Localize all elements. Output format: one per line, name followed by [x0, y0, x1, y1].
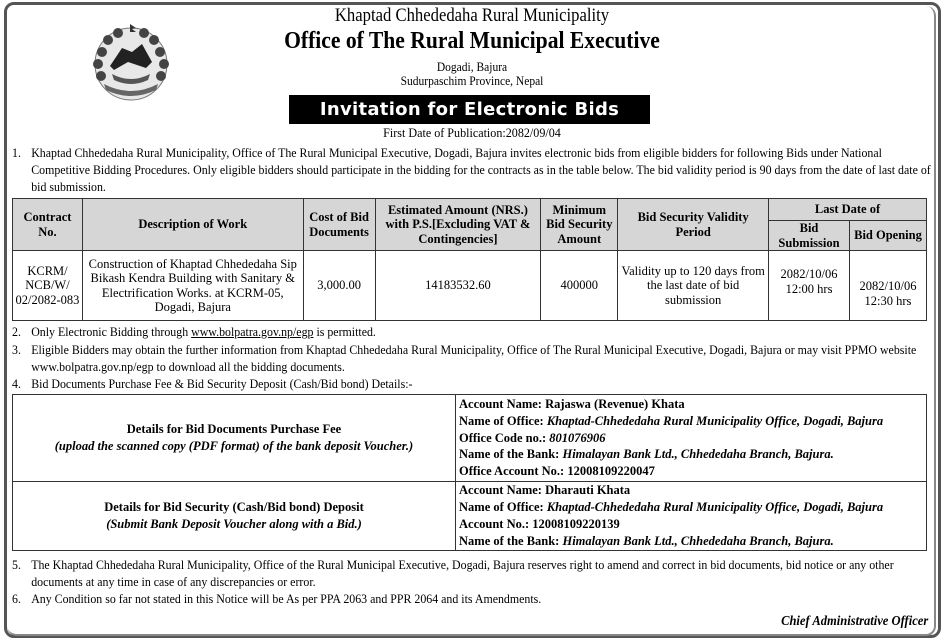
account-no-label: Office Account No.: [459, 464, 568, 479]
cell-estimated-amount: 14183532.60 [375, 251, 541, 321]
col-header-bid-submission: Bid Submission [769, 221, 850, 251]
account-no-value: 12008109220047 [567, 464, 655, 479]
account-name-value: Dharauti Khata [545, 483, 631, 498]
col-header-min-bid-security: Minimum Bid Security Amount [541, 199, 618, 251]
cell-min-bid-security: 400000 [541, 251, 618, 321]
office-name: Office of The Rural Municipal Executive [284, 28, 660, 54]
paragraph-text-after: is permitted. [313, 324, 376, 339]
cell-cost-of-docs: 3,000.00 [303, 251, 375, 321]
purchase-fee-label-cell [13, 395, 456, 482]
bid-table [12, 198, 927, 321]
bank-name-value: Himalayan Bank Ltd., Chhededaha Branch, Bajura. [562, 533, 834, 548]
paragraph-text: Any Condition so far not stated in this Notice will be As per PPA 2063 and PPR 2064 and its Amendments. [31, 591, 542, 606]
col-header-contract-no: Contract No. [13, 199, 83, 251]
cell-bid-opening [849, 251, 926, 321]
paragraph-1 [12, 144, 932, 195]
office-code-label: Office Code no.: [459, 430, 550, 445]
account-name-label: Account Name: [459, 483, 546, 498]
egp-portal-link[interactable]: www.bolpatra.gov.np/egp [191, 324, 314, 339]
bid-security-subtitle: (Submit Bank Deposit Voucher along with a Bid.) [106, 517, 362, 531]
cell-contract-no: KCRM/ NCB/W/ 02/2082-083 [13, 251, 83, 321]
paragraph-2 [12, 323, 932, 340]
paragraph-number: 6. [12, 591, 21, 606]
bid-security-title: Details for Bid Security (Cash/Bid bond) Deposit [104, 500, 364, 515]
paragraph-text: Khaptad Chhededaha Rural Municipality, Office of The Rural Municipal Executive, Dogadi, Bajura invites electronic bids from eligible bidders for following Bids under National Competitive Bidding Procedures. Only eligible bidders should participate in the bidding for the contracts as in the table below. The bid validity period is 90 days from the date of last date of bid submission. [31, 145, 931, 194]
account-name-label: Account Name: [459, 397, 546, 411]
table-header-row [13, 199, 927, 221]
office-name-label: Name of Office: [459, 413, 547, 428]
paragraph-text: The Khaptad Chhededaha Rural Municipality, Office of the Rural Municipal Executive, Dogadi, Bajura reserves right to amend and correct in bid documents, bid notice or any other documents at any time in case of any discrepancies or error. [31, 557, 894, 589]
col-header-validity-period: Bid Security Validity Period [618, 199, 769, 251]
paragraph-3 [12, 341, 932, 375]
paragraph-4 [12, 375, 932, 392]
bid-security-label-cell [13, 482, 456, 551]
signature-title: Chief Administrative Officer [780, 613, 928, 628]
paragraph-number: 1. [12, 145, 21, 160]
cell-validity-period: Validity up to 120 days from the last date of bid submission [618, 251, 769, 321]
office-name-value: Khaptad-Chhededaha Rural Municipality Office, Dogadi, Bajura [546, 500, 884, 515]
notice-title: Invitation for Electronic Bids [289, 95, 650, 124]
col-header-estimated-amount: Estimated Amount (NRS.) with P.S.[Excluding VAT & Contingencies] [375, 199, 541, 251]
col-header-last-date-of: Last Date of [769, 199, 927, 221]
municipality-name: Khaptad Chhededaha Rural Municipality [334, 6, 610, 26]
address-line-2: Sudurpaschim Province, Nepal [400, 74, 544, 88]
paragraph-number: 4. [12, 376, 21, 391]
cell-bid-submission [769, 251, 850, 321]
purchase-fee-title: Details for Bid Documents Purchase Fee [126, 422, 342, 437]
bid-opening-time: 12:30 hrs [864, 293, 912, 308]
col-header-description: Description of Work [82, 199, 303, 251]
account-no-value: 12008109220139 [532, 517, 620, 531]
publication-date: First Date of Publication:2082/09/04 [383, 125, 561, 140]
office-code-value: 801076906 [549, 430, 606, 445]
purchase-fee-details-cell [456, 395, 927, 482]
bid-opening-date: 2082/10/06 [859, 279, 917, 293]
bank-name-label: Name of the Bank: [459, 533, 563, 548]
paragraph-text: Eligible Bidders may obtain the further information from Khaptad Chhededaha Rural Municipality, Office of The Rural Municipal Executive, Dogadi, Bajura or may visit PPMO website www.bolpatra.gov.np/egp to download all the bidding documents. [31, 342, 917, 374]
bank-name-value: Himalayan Bank Ltd., Chhededaha Branch, Bajura. [562, 447, 834, 462]
office-name-label: Name of Office: [459, 500, 547, 515]
cell-description: Construction of Khaptad Chhededaha Sip Bikash Kendra Building with Sanitary & Electrification Works. at KCRM-05, Dogadi, Bajura [82, 251, 303, 321]
deposit-details-table [12, 394, 927, 551]
paragraph-text: Bid Documents Purchase Fee & Bid Security Deposit (Cash/Bid bond) Details:- [31, 376, 413, 391]
table-row [13, 251, 927, 321]
bid-submission-date: 2082/10/06 [780, 267, 838, 281]
col-header-bid-opening: Bid Opening [849, 221, 926, 251]
paragraph-number: 5. [12, 557, 21, 572]
paragraph-text [12, 323, 932, 340]
col-header-cost-of-docs: Cost of Bid Documents [303, 199, 375, 251]
paragraph-number: 2. [12, 324, 21, 339]
paragraph-5 [12, 556, 932, 590]
account-name-value: Rajaswa (Revenue) Khata [545, 397, 685, 411]
office-name-value: Khaptad-Chhededaha Rural Municipality Office, Dogadi, Bajura [546, 413, 884, 428]
address-line-1: Dogadi, Bajura [436, 60, 508, 74]
table-row [13, 395, 927, 482]
bid-submission-time: 12:00 hrs [785, 281, 833, 296]
table-row [13, 482, 927, 551]
bid-security-details-cell [456, 482, 927, 551]
account-no-label: Account No.: [459, 517, 533, 531]
bank-name-label: Name of the Bank: [459, 447, 563, 462]
paragraph-number: 3. [12, 342, 21, 357]
paragraph-text-before: Only Electronic Bidding through [31, 324, 189, 339]
paragraph-6 [12, 590, 932, 607]
purchase-fee-subtitle: (upload the scanned copy (PDF format) of the bank deposit Voucher.) [54, 439, 414, 453]
